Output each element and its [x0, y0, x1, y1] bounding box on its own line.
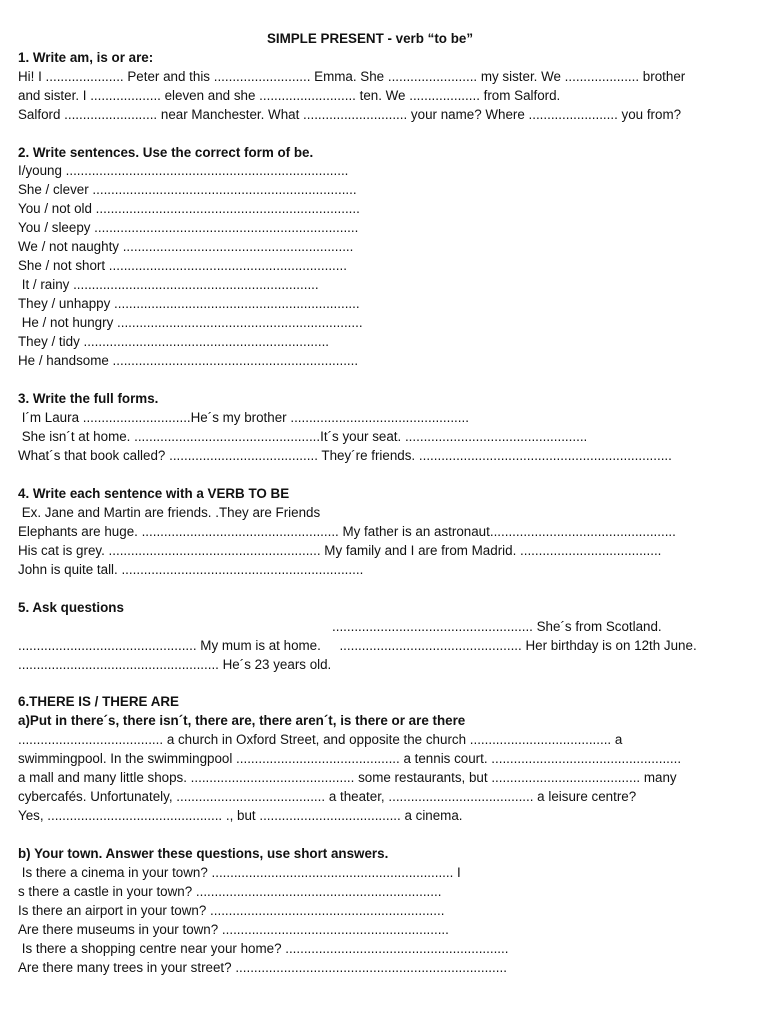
exercise-line: Are there museums in your town? ............................................................. [18, 922, 449, 937]
section-6b-heading: b) Your town. Answer these questions, use short answers. [18, 846, 389, 861]
section-1-heading: 1. Write am, is or are: [18, 50, 154, 65]
exercise-line: and sister. I ................... eleven and she .......................... ten. We ................... from Salford. [18, 88, 561, 103]
exercise-line: They / unhappy .................................................................. [18, 296, 360, 311]
exercise-line: We / not naughty .............................................................. [18, 239, 354, 254]
exercise-line: What´s that book called? ........................................ They´re friends. .................................................................... [18, 448, 672, 463]
exercise-line: ................................................ My mum is at home. ................................................. Her birthday is on 12th June. [18, 638, 697, 653]
exercise-line: Is there a cinema in your town? ................................................................. I [18, 865, 461, 880]
question-right: ...................................................... She´s from Scotland. [332, 619, 662, 634]
exercise-line: Hi! I ..................... Peter and this .......................... Emma. She ........................ my sister. We .................... brother [18, 69, 686, 84]
exercise-line: ....................................... a church in Oxford Street, and opposite the church ...................................... a [18, 732, 623, 747]
section-4-heading: 4. Write each sentence with a VERB TO BE [18, 486, 290, 501]
exercise-line: He / handsome .................................................................. [18, 353, 359, 368]
exercise-line: I´m Laura .............................He´s my brother ................................................ [18, 410, 469, 425]
exercise-line: a mall and many little shops. ............................................ some restaurants, but ........................................ many [18, 770, 677, 785]
exercise-line: They / tidy .................................................................. [18, 334, 330, 349]
exercise-line: She / not short ................................................................ [18, 258, 347, 273]
exercise-line: Are there many trees in your street? ......................................................................... [18, 960, 507, 975]
exercise-line: He / not hungry .................................................................. [18, 315, 363, 330]
exercise-line: Is there a shopping centre near your home? ............................................................ [18, 941, 509, 956]
exercise-line: She isn´t at home. ..................................................It´s your seat. ................................................. [18, 429, 588, 444]
exercise-line: You / sleepy ....................................................................... [18, 220, 359, 235]
exercise-line: I/young ............................................................................ [18, 163, 349, 178]
exercise-line: cybercafés. Unfortunately, ........................................ a theater, ....................................... a leisure centre? [18, 789, 637, 804]
exercise-line: swimmingpool. In the swimmingpool ............................................ a tennis court. ................................................... [18, 751, 682, 766]
exercise-line: She / clever ....................................................................... [18, 182, 357, 197]
exercise-line: His cat is grey. ......................................................... My family and I are from Madrid. ...................................... [18, 543, 662, 558]
exercise-line: s there a castle in your town? .................................................................. [18, 884, 442, 899]
exercise-line: Is there an airport in your town? ............................................................... [18, 903, 445, 918]
exercise-line: Salford ......................... near Manchester. What ............................ your name? Where ........................ you from? [18, 107, 682, 122]
exercise-line: Yes, ............................................... ., but ...................................... a cinema. [18, 808, 463, 823]
exercise-line: You / not old ....................................................................... [18, 201, 360, 216]
exercise-line [18, 617, 758, 636]
section-5-heading: 5. Ask questions [18, 600, 124, 615]
worksheet-title: SIMPLE PRESENT - verb “to be” [266, 31, 474, 46]
exercise-line: It / rainy .................................................................. [18, 277, 319, 292]
example-line: Ex. Jane and Martin are friends. .They are Friends [18, 505, 321, 520]
exercise-line: Elephants are huge. ..................................................... My father is an astronaut.................................................. [18, 524, 676, 539]
exercise-line: ...................................................... He´s 23 years old. [18, 657, 332, 672]
section-6a-heading: a)Put in there´s, there isn´t, there are, there aren´t, is there or are there [18, 713, 466, 728]
section-3-heading: 3. Write the full forms. [18, 391, 159, 406]
section-6-heading: 6.THERE IS / THERE ARE [18, 694, 179, 709]
section-2-heading: 2. Write sentences. Use the correct form of be. [18, 145, 314, 160]
exercise-line: John is quite tall. ................................................................. [18, 562, 364, 577]
